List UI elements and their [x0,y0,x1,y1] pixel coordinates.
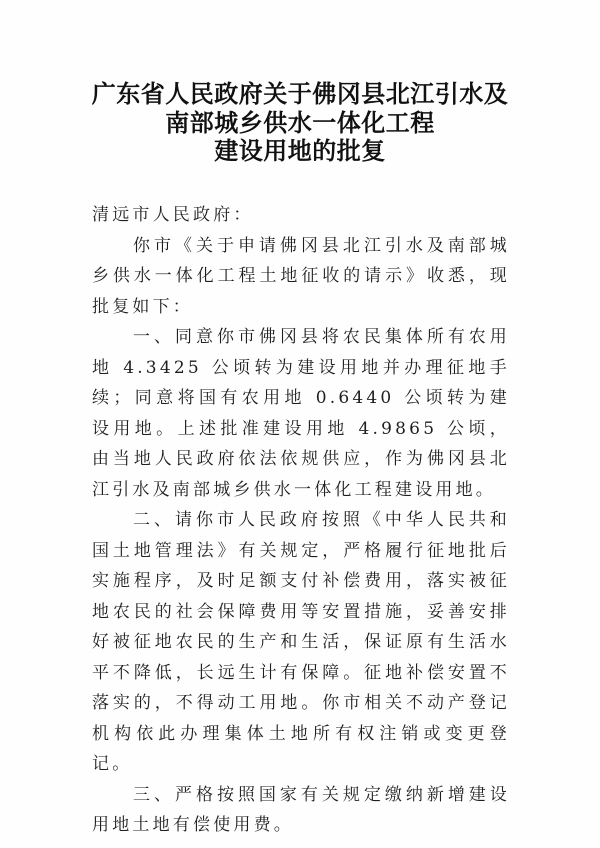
paragraph-item-3: 三、严格按照国家有关规定缴纳新增建设用地土地有偿使用费。 [92,784,510,835]
paragraph-intro: 你市《关于申请佛冈县北江引水及南部城乡供水一体化工程土地征收的请示》收悉，现批复如下： [92,235,510,317]
document-title [0,80,600,166]
title-line-2: 南部城乡供水一体化工程 [165,107,435,137]
title-line-3: 建设用地的批复 [214,136,386,165]
salutation: 清远市人民政府： [92,205,254,225]
title-line-1: 广东省人民政府关于佛冈县北江引水及 [91,79,509,108]
paragraph-item-1: 一、同意你市佛冈县将农民集体所有农用地 4.3425 公顷转为建设用地并办理征地手续；同意将国有农用地 0.6440 公顷转为建设用地。上述批准建设用地 4.9865 公顷，由当地人民政府依法依规供应，作为佛冈县北江引水及南部城乡供水一体化工程建设用地。 [92,327,510,500]
document-body [92,200,510,841]
paragraph-item-2: 二、请你市人民政府按照《中华人民共和国土地管理法》有关规定，严格履行征地批后实施程序，及时足额支付补偿费用，落实被征地农民的社会保障费用等安置措施，妥善安排好被征地农民的生产和生活，保证原有生活水平不降低，长远生计有保障。征地补偿安置不落实的，不得动工用地。你市相关不动产登记机构依此办理集体土地所有权注销或变更登记。 [92,510,510,774]
